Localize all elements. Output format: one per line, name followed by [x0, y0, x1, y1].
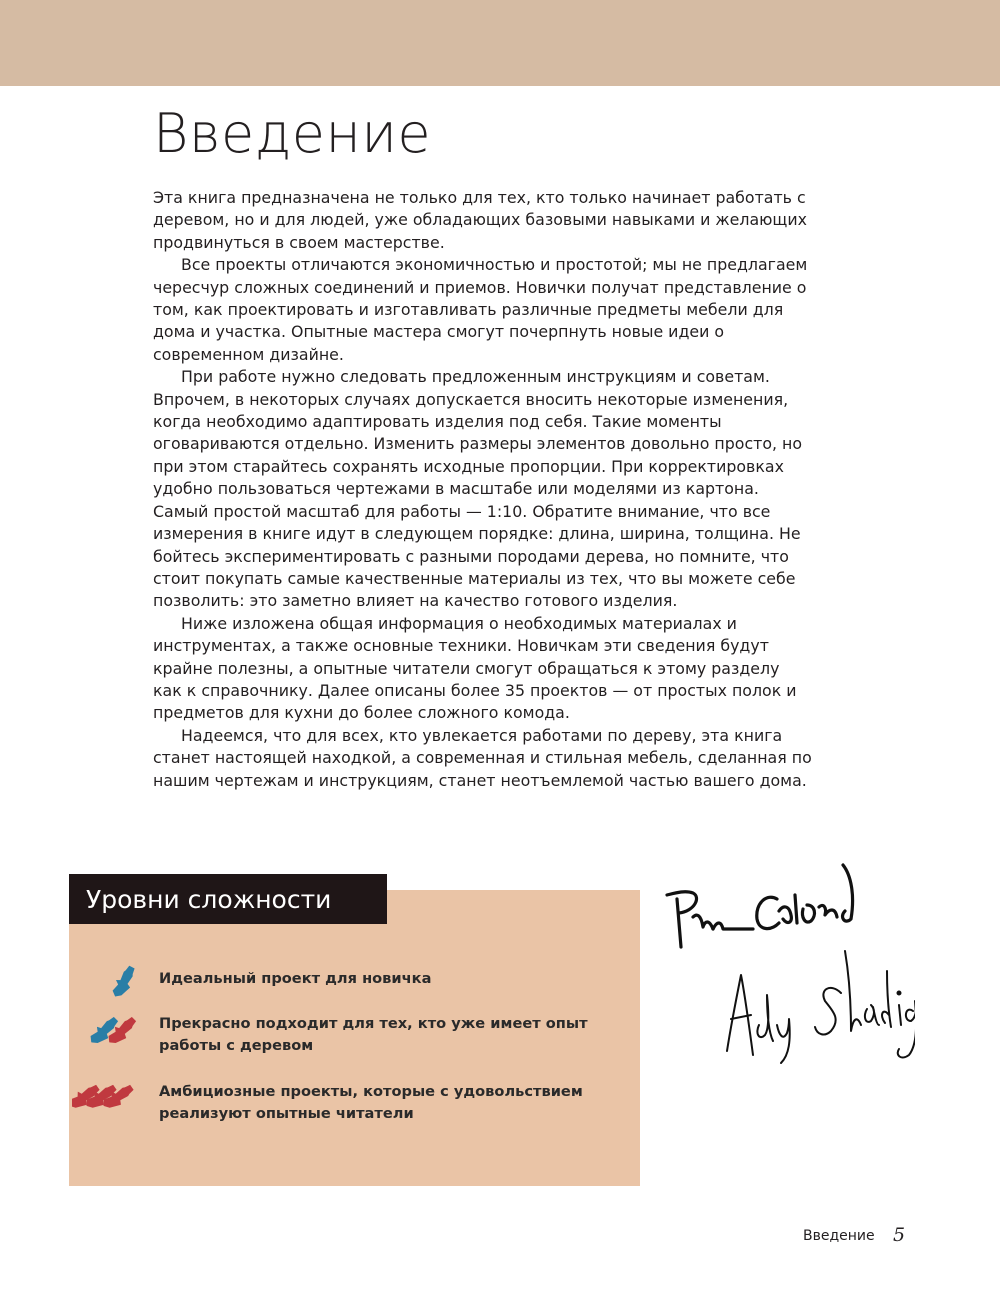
paragraph-5: Надеемся, что для всех, кто увлекается работами по дереву, эта книга станет настоящей находкой, а современная и стильная мебель, сделанная по нашим чертежам и инструкциям, станет неотъемлемой частью вашего дома.: [153, 725, 812, 790]
paragraph-1: Эта книга предназначена не только для тех, кто только начинает работать с деревом, но и для людей, уже обладающих базовыми навыками и желающих продвинуться в своем мастерстве.: [153, 188, 807, 252]
intro-text: [153, 187, 813, 792]
chisel-icon: [72, 963, 144, 1003]
running-footer-section: Введение: [803, 1228, 875, 1244]
chisel-icon: [72, 1012, 144, 1052]
level-beginner-label: Идеальный проект для новичка: [159, 970, 432, 987]
chisel-icon: [72, 1078, 144, 1118]
paragraph-3: При работе нужно следовать предложенным инструкциям и советам. Впрочем, в некоторых случаях допускается вносить некоторые изменения, когда необходимо адаптировать изделия под себя. Такие моменты оговариваются отдельно. Изменить размеры элементов довольно просто, но при этом старайтесь сохранять исходные пропорции. При корректировках удобно пользоваться чертежами в масштабе или моделями из картона. Самый простой масштаб для работы — 1:10. Обратите внимание, что все измерения в книге идут в следующем порядке: длина, ширина, толщина. Не бойтесь экспериментировать с разными породами дерева, но помните, что стоит покупать самые качественные материалы из тех, что вы можете себе позволить: это заметно влияет на качество готового изделия.: [153, 367, 803, 611]
level-intermediate-label: Прекрасно подходит для тех, кто уже имеет опыт работы с деревом: [159, 1015, 588, 1055]
page-title: Введение: [153, 102, 432, 165]
paragraph-2: Все проекты отличаются экономичностью и простотой; мы не предлагаем чересчур сложных соединений и приемов. Новички получат представление о том, как проектировать и изготавливать различные предметы мебели для дома и участка. Опытные мастера смогут почерпнуть новые идеи о современном дизайне.: [153, 255, 808, 364]
top-color-band: [0, 0, 1000, 86]
page-number: 5: [893, 1224, 906, 1246]
paragraph-4: Ниже изложена общая информация о необходимых материалах и инструментах, а также основные техники. Новичкам эти сведения будут крайне полезны, а опытные читатели смогут обращаться к этому разделу как к справочнику. Далее описаны более 35 проектов — от простых полок и предметов для кухни до более сложного комода.: [153, 613, 797, 723]
level-advanced-label: Амбициозные проекты, которые с удовольствием реализуют опытные читатели: [159, 1083, 583, 1123]
author-signatures: [655, 855, 915, 1075]
difficulty-levels-title: Уровни сложности: [86, 885, 332, 914]
